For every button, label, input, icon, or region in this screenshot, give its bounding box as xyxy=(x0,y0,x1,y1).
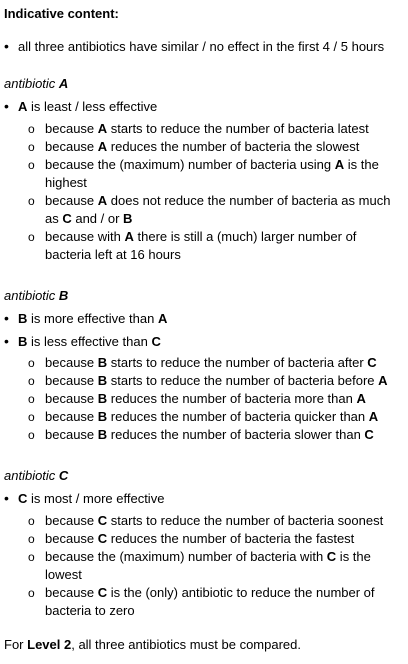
list-item: o because A does not reduce the number of bacteria as much as C and / or B xyxy=(28,192,406,228)
section-a-reasons xyxy=(28,120,406,264)
page-heading: Indicative content: xyxy=(4,6,119,21)
bullet-dot-icon: • xyxy=(4,490,9,506)
section-b-title: antibiotic B xyxy=(4,288,69,303)
section-b-bullet-1: • B is more effective than A xyxy=(4,310,168,326)
bullet-dot-icon: • xyxy=(4,38,9,54)
list-item: o because A starts to reduce the number of bacteria latest xyxy=(28,120,406,138)
section-c-bullet: • C is most / more effective xyxy=(4,490,165,506)
bullet-dot-icon: • xyxy=(4,98,9,114)
intro-bullet-text: all three antibiotics have similar / no effect in the first 4 / 5 hours xyxy=(18,39,385,54)
list-item: o because B starts to reduce the number of bacteria after C xyxy=(28,354,406,372)
section-a-bullet: • A is least / less effective xyxy=(4,98,158,114)
section-b-reasons xyxy=(28,354,406,444)
intro-bullet xyxy=(4,37,404,56)
list-item: o because B reduces the number of bacteria quicker than A xyxy=(28,408,406,426)
footer-note: For Level 2, all three antibiotics must be compared. xyxy=(4,637,301,652)
list-item: o because the (maximum) number of bacteria with C is the lowest xyxy=(28,548,406,584)
section-a-title: antibiotic A xyxy=(4,76,69,91)
section-c-reasons xyxy=(28,512,406,620)
list-item: o because B starts to reduce the number of bacteria before A xyxy=(28,372,406,390)
list-item: o because C starts to reduce the number of bacteria soonest xyxy=(28,512,406,530)
list-item: o because B reduces the number of bacteria more than A xyxy=(28,390,406,408)
list-item: o because C is the (only) antibiotic to reduce the number of bacteria to zero xyxy=(28,584,406,620)
bullet-dot-icon: • xyxy=(4,333,9,349)
section-c-title: antibiotic C xyxy=(4,468,69,483)
list-item: o because A reduces the number of bacteria the slowest xyxy=(28,138,406,156)
section-b-bullet-2: • B is less effective than C xyxy=(4,333,161,349)
list-item: o because B reduces the number of bacteria slower than C xyxy=(28,426,406,444)
list-item: o because the (maximum) number of bacteria using A is the highest xyxy=(28,156,406,192)
list-item: o because with A there is still a (much) larger number of bacteria left at 16 hours xyxy=(28,228,406,264)
bullet-dot-icon: • xyxy=(4,310,9,326)
list-item: o because C reduces the number of bacteria the fastest xyxy=(28,530,406,548)
